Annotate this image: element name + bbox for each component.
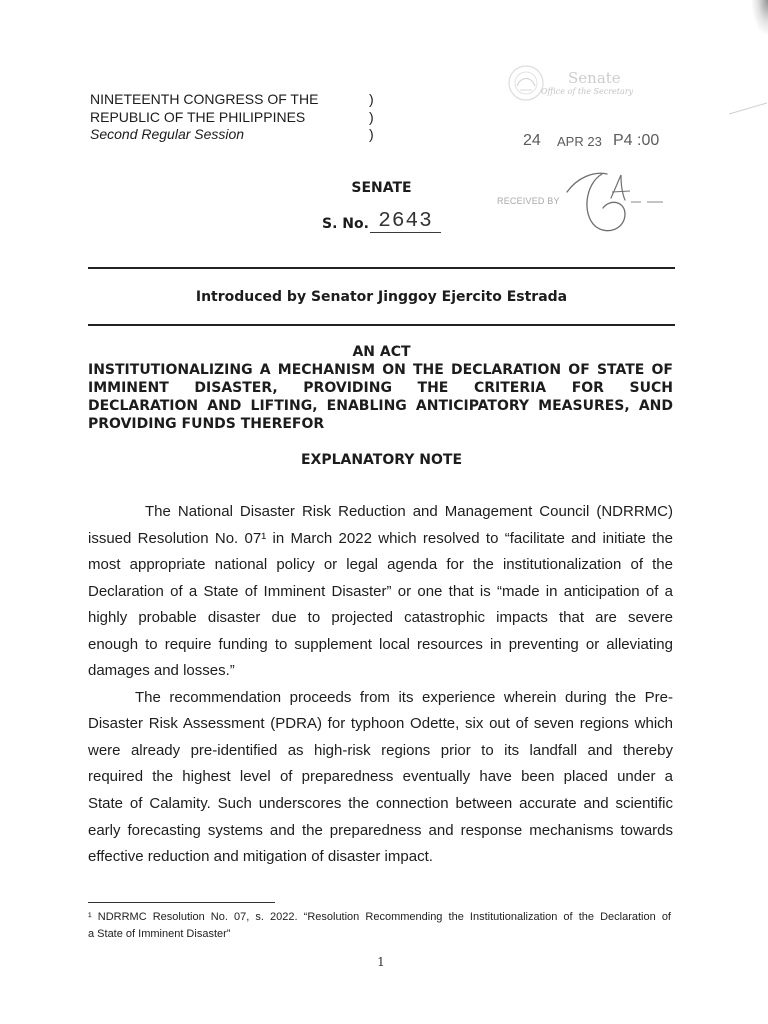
congress-header [90, 91, 318, 144]
page-number: 1 [377, 955, 385, 969]
title-line: PROVIDING FUNDS THEREFOR [88, 416, 325, 432]
act-label: AN ACT [352, 344, 411, 360]
text-line: required the highest level of preparedness eventually have been placed under a [88, 768, 673, 786]
text-line: Declaration of a State of Imminent Disaster” or one that is “made in anticipation of a [88, 582, 673, 600]
stamp-office-name: Senate [568, 69, 621, 87]
stamp-day: 24 [523, 132, 541, 149]
text-line: early forecasting systems and the preparedness and response mechanisms towards [88, 821, 673, 839]
stamp-office-subtitle: Office of the Secretary [541, 87, 634, 96]
signature [555, 162, 667, 238]
bracket: ) [369, 108, 374, 125]
republic-line: REPUBLIC OF THE PHILIPPINES [90, 108, 306, 125]
session-line: Second Regular Session [90, 126, 245, 142]
footnote-line: a State of Imminent Disaster” [88, 928, 231, 940]
explanatory-note-heading: EXPLANATORY NOTE [300, 452, 463, 468]
explanatory-note-body [88, 499, 673, 871]
text-line: highly probable disaster due to projected catastrophic impacts that are severe [88, 609, 673, 627]
scan-mark [728, 100, 768, 116]
scan-corner-shade [752, 0, 768, 34]
congress-line: NINETEENTH CONGRESS OF THE [90, 91, 319, 107]
text-line: were already pre-identified as high-risk regions prior to its landfall and thereby [88, 741, 673, 759]
text-line: Disaster Risk Assessment (PDRA) for typhoon Odette, six out of seven regions which [88, 715, 673, 733]
footnote-line: ¹ NDRRMC Resolution No. 07, s. 2022. “Resolution Recommending the Institutionalization of the Declaration of [88, 911, 671, 923]
stamp-time: P4 :00 [613, 132, 660, 149]
bracket: ) [369, 126, 374, 142]
bill-title [88, 361, 673, 433]
header-brackets [369, 91, 374, 144]
stamp-received-label: RECEIVED BY [497, 196, 560, 206]
text-line: The recommendation proceeds from its experience wherein during the Pre- [135, 688, 673, 706]
divider-top [88, 267, 675, 269]
bill-number-label: S. No. [322, 216, 369, 232]
footnote-separator [88, 902, 275, 903]
text-line: damages and losses.” [88, 662, 235, 680]
footnote [88, 909, 671, 943]
text-line: State of Calamity. Such underscores the connection between accurate and scientific [88, 795, 673, 813]
paragraph [88, 499, 673, 685]
text-line: most appropriate national policy or legal agenda for the institutionalization of the [88, 556, 673, 574]
text-line: effective reduction and mitigation of disaster impact. [88, 848, 433, 866]
bracket: ) [369, 91, 374, 107]
title-line: INSTITUTIONALIZING A MECHANISM ON THE DECLARATION OF STATE OF [88, 362, 673, 378]
text-line: enough to require funding to supplement local resources in preventing or alleviating [88, 635, 673, 653]
title-line: DECLARATION AND LIFTING, ENABLING ANTICIPATORY MEASURES, AND [88, 398, 673, 414]
text-line: issued Resolution No. 07¹ in March 2022 which resolved to “facilitate and initiate the [88, 529, 673, 547]
title-line: IMMINENT DISASTER, PROVIDING THE CRITERIA FOR SUCH [88, 380, 673, 396]
stamp-month-year: APR 23 [557, 134, 602, 149]
bill-number: 2643 [370, 212, 441, 233]
chamber-heading: SENATE [351, 180, 412, 196]
paragraph [88, 685, 673, 871]
introduced-by: Introduced by Senator Jinggoy Ejercito Estrada [195, 289, 568, 305]
text-line: The National Disaster Risk Reduction and Management Council (NDRRMC) [145, 503, 673, 520]
senate-seal-icon [500, 60, 552, 106]
divider-bottom [88, 324, 675, 326]
